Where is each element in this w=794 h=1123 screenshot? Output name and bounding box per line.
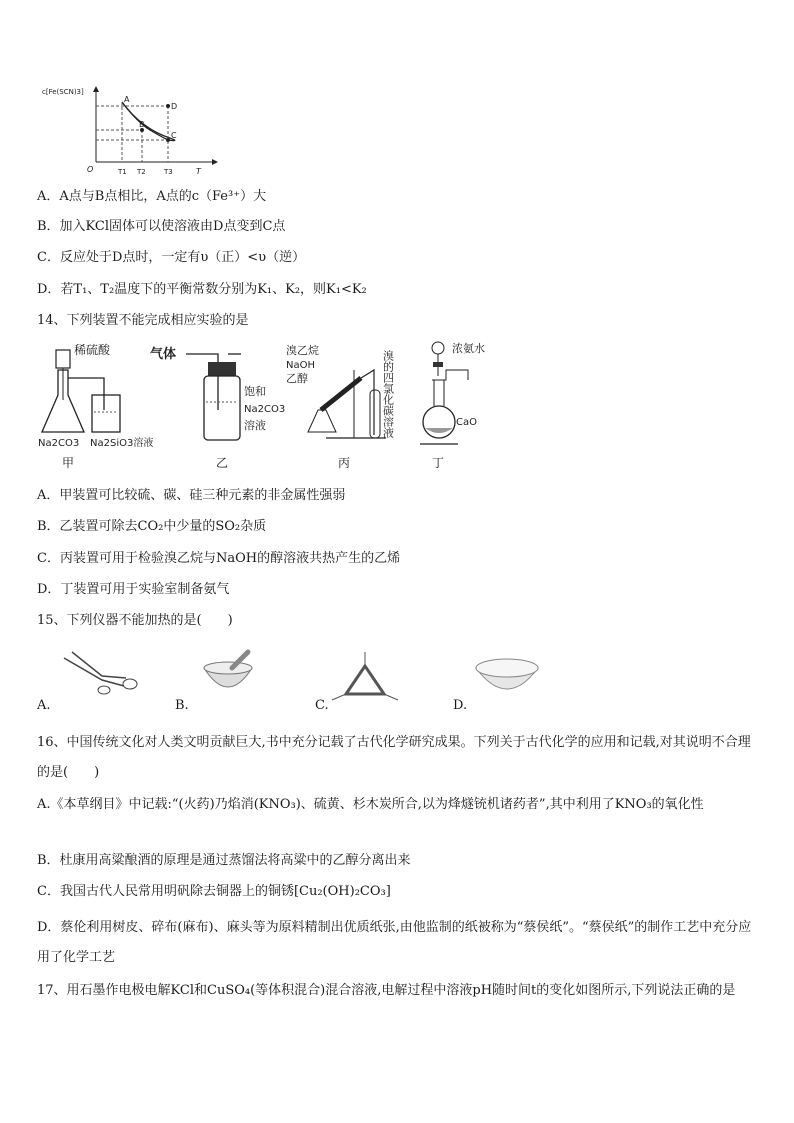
yi-gas: 气体 <box>150 347 177 362</box>
q16-option-b: B．杜康用高粱酿酒的原理是通过蒸馏法将高粱中的乙醇分离出来 <box>37 853 411 868</box>
q15-option-b: B. <box>175 698 189 713</box>
q17-stem: 17、用石墨作电极电解KCl和CuSO₄(等体积混合)混合溶液,电解过程中溶液pH随时间t的变化如图所示,下列说法正确的是 <box>37 983 736 998</box>
q14-option-c: C．丙装置可用于检验溴乙烷与NaOH的醇溶液共热产生的乙烯 <box>37 551 401 566</box>
graph-tick-t2: T2 <box>137 168 146 176</box>
bing-r2: NaOH <box>286 360 315 371</box>
graph-point-c: C <box>171 131 177 140</box>
jia-right: Na2SiO3溶液 <box>90 438 154 449</box>
graph-tick-t1: T1 <box>118 168 127 176</box>
bing-r1: 溴乙烷 <box>286 344 319 357</box>
q16-option-c: C．我国古代人民常用明矾除去铜器上的铜锈[Cu₂(OH)₂CO₃] <box>37 884 391 899</box>
graph-tick-t3: T3 <box>164 168 173 176</box>
evaporating-dish-icon <box>472 654 542 700</box>
graph-ylabel: c[Fe(SCN)3] <box>42 88 84 96</box>
apparatus-jia <box>38 342 153 449</box>
jia-left: Na2CO3 <box>38 438 80 449</box>
graph-point-d: D <box>171 102 178 111</box>
equilibrium-graph <box>42 82 222 182</box>
ding-top: 浓氨水 <box>452 342 485 355</box>
q15-option-a: A. <box>37 698 51 713</box>
q16-option-d: D．蔡伦利用树皮、碎布(麻布)、麻头等为原料精制出优质纸张,由他监制的纸被称为“蔡侯纸”。“蔡侯纸”的制作工艺中充分应用了化学工艺 <box>37 920 752 965</box>
bing-r3: 乙醇 <box>286 372 308 385</box>
clay-triangle-icon <box>330 652 400 702</box>
q14-option-d: D．丁装置可用于实验室制备氨气 <box>37 582 230 597</box>
q15-option-d: D. <box>453 698 468 713</box>
apparatus-ding <box>420 341 485 444</box>
q16-option-a: A.《本草纲目》中记载:“(火药)乃焰消(KNO₃)、硫黄、杉木炭所合,以为烽燧铳机诸药者”,其中利用了KNO₃的氧化性 <box>37 797 704 812</box>
q13-option-c: C．反应处于D点时，一定有υ（正）<υ（逆） <box>37 250 306 265</box>
bing-tube: 溴的四氯化碳溶液 <box>381 350 395 438</box>
q15-option-c: C. <box>315 698 329 713</box>
graph-origin: O <box>87 165 94 174</box>
q14-apparatus <box>36 340 506 452</box>
label-ding: 丁 <box>432 456 445 470</box>
label-jia: 甲 <box>62 456 75 470</box>
q13-option-a: A．A点与B点相比，A点的c（Fe³⁺）大 <box>37 189 267 204</box>
q16-stem: 16、中国传统文化对人类文明贡献巨大,书中充分记载了古代化学研究成果。下列关于古代化学的应用和记载,对其说明不合理的是( ) <box>37 735 751 780</box>
label-bing: 丙 <box>338 456 351 470</box>
jia-reagent-top: 稀硫酸 <box>74 343 111 357</box>
apparatus-yi <box>150 346 285 440</box>
graph-point-b: B <box>139 120 145 129</box>
q15-stem: 15、下列仪器不能加热的是( ) <box>37 613 233 628</box>
q13-option-d: D．若T₁、T₂温度下的平衡常数分别为K₁、K₂，则K₁<K₂ <box>37 282 367 297</box>
q14-option-b: B．乙装置可除去CO₂中少量的SO₂杂质 <box>37 519 267 534</box>
yi-side2: Na2CO3 <box>244 404 286 415</box>
q13-option-b: B．加入KCl固体可以使溶液由D点变到C点 <box>37 219 286 234</box>
yi-side1: 饱和 <box>244 385 266 398</box>
label-yi: 乙 <box>216 456 229 470</box>
q14-option-a: A．甲装置可比较硫、碳、硅三种元素的非金属性强弱 <box>37 488 346 503</box>
crucible-tongs-icon <box>62 650 142 700</box>
mortar-pestle-icon <box>198 650 258 700</box>
graph-point-a: A <box>124 95 130 104</box>
ding-bottom: CaO <box>456 417 477 428</box>
graph-xaxis: T <box>196 167 201 176</box>
apparatus-bing <box>286 343 395 439</box>
q14-stem: 14、下列装置不能完成相应实验的是 <box>37 313 249 328</box>
yi-side3: 溶液 <box>244 419 266 432</box>
